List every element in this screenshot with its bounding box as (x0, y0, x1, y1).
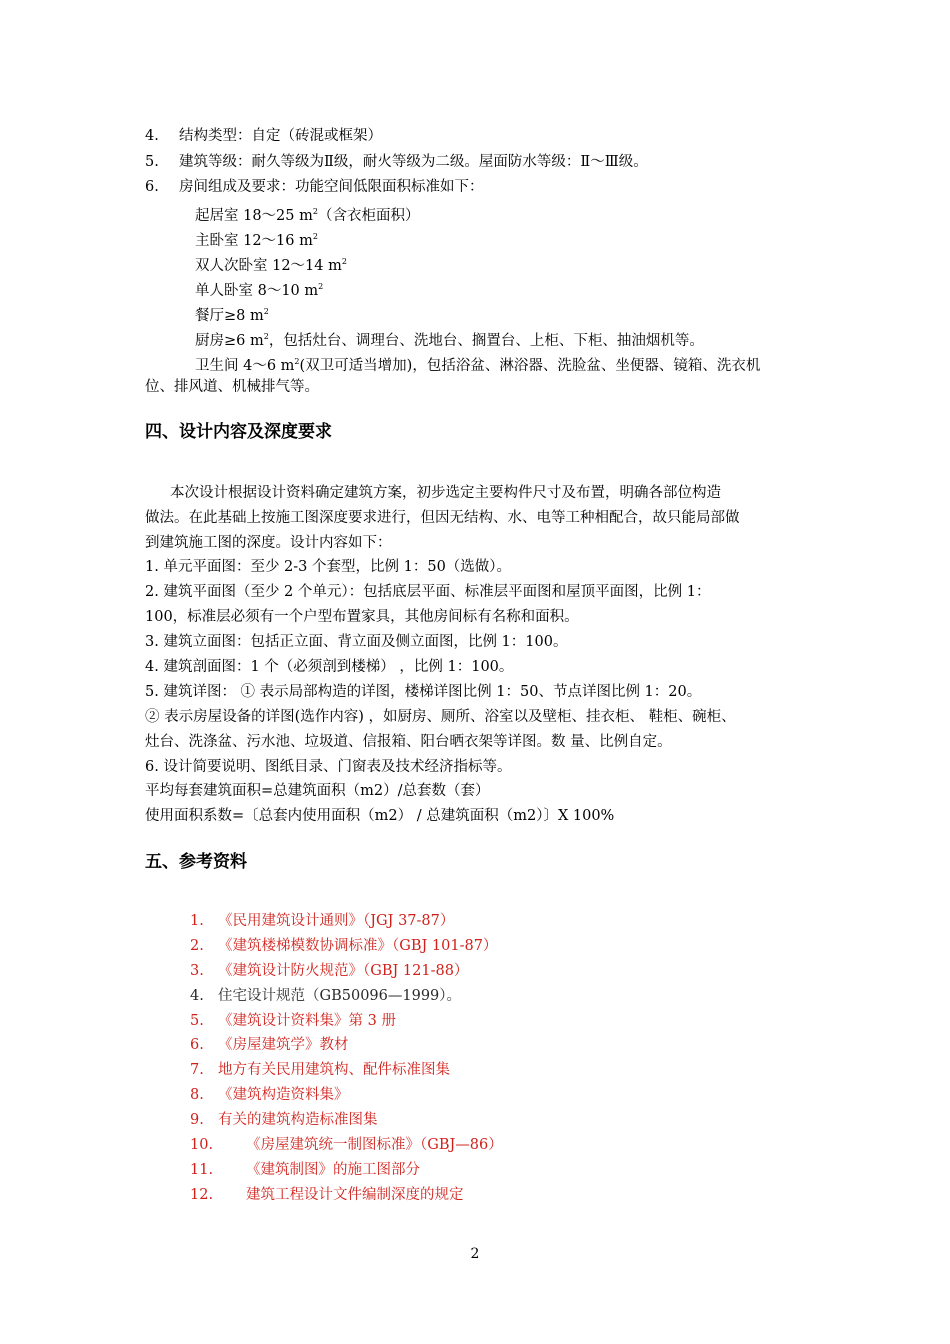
list-item: 2. 建筑平面图（至少 2 个单元）：包括底层平面、标准层平面图和屋顶平面图，比例 1： (145, 584, 711, 600)
reference-item: 2. 《建筑楼梯模数协调标准》（GBJ 101-87） (190, 938, 498, 954)
section-heading: 五、参考资料 (145, 852, 247, 872)
room-item: 主卧室 12～16 $m^2$ (195, 232, 318, 249)
reference-item: 3. 《建筑设计防火规范》（GBJ 121-88） (190, 963, 469, 979)
list-item: 3. 建筑立面图：包括正立面、背立面及侧立面图，比例 1：100。 (145, 634, 568, 650)
list-item: ② 表示房屋设备的详图(选作内容) ，如厨房、厕所、浴室以及壁柜、挂衣柜、 鞋柜、碗柜、 (145, 709, 736, 725)
list-item: 4. 结构类型：自定（砖混或框架） (145, 128, 382, 144)
list-item: 4. 建筑剖面图：1 个（必须剖到楼梯） ，比例 1：100。 (145, 659, 514, 675)
reference-item: 10. 《房屋建筑统一制图标准》（GBJ—86） (190, 1137, 503, 1153)
room-item-continued: 位、排风道、机械排气等。 (145, 379, 319, 395)
list-item: 灶台、洗涤盆、污水池、垃圾道、信报箱、阳台晒衣架等详图。数 量、比例自定。 (145, 734, 672, 750)
list-item: 6. 房间组成及要求：功能空间低限面积标准如下： (145, 179, 484, 195)
reference-item: 7. 地方有关民用建筑构、配件标准图集 (190, 1062, 450, 1078)
room-item: 起居室 18～25 $m^2$（含衣柜面积） (195, 207, 420, 224)
room-item: 厨房≥6 $m^2$，包括灶台、调理台、洗地台、搁置台、上柜、下柜、抽油烟机等。 (195, 332, 704, 349)
section-heading: 四、设计内容及深度要求 (145, 422, 332, 442)
reference-item: 9. 有关的建筑构造标准图集 (190, 1112, 378, 1128)
room-item: 卫生间 4～6 $m^2$(双卫可适当增加)，包括浴盆、淋浴器、洗脸盆、坐便器、镜箱、洗衣机 (195, 357, 761, 374)
reference-item: 11. 《建筑制图》的施工图部分 (190, 1162, 420, 1178)
reference-item: 8. 《建筑构造资料集》 (190, 1087, 349, 1103)
list-item: 1. 单元平面图：至少 2-3 个套型，比例 1：50（选做）。 (145, 559, 512, 575)
list-item: 6. 设计简要说明、图纸目录、门窗表及技术经济指标等。 (145, 759, 512, 775)
reference-item: 6. 《房屋建筑学》教材 (190, 1037, 349, 1053)
reference-item: 4. 住宅设计规范（GB50096—1999）。 (190, 988, 462, 1004)
reference-item: 5. 《建筑设计资料集》第 3 册 (190, 1013, 396, 1029)
reference-item: 1. 《民用建筑设计通则》（JGJ 37-87） (190, 913, 455, 929)
reference-item: 12. 建筑工程设计文件编制深度的规定 (190, 1187, 464, 1203)
list-item: 5. 建筑等级：耐久等级为Ⅱ级，耐火等级为二级。屋面防水等级：Ⅱ～Ⅲ级。 (145, 154, 648, 170)
paragraph-line: 做法。在此基础上按施工图深度要求进行，但因无结构、水、电等工种相配合，故只能局部做 (145, 510, 740, 526)
formula-line: 平均每套建筑面积=总建筑面积（m2）/总套数（套） (145, 783, 490, 799)
room-item: 单人卧室 8～10 $m^2$ (195, 282, 324, 299)
paragraph-line: 到建筑施工图的深度。设计内容如下： (145, 535, 392, 551)
room-item: 餐厅≥8 $m^2$ (195, 307, 269, 324)
list-item: 100，标准层必须有一个户型布置家具，其他房间标有名称和面积。 (145, 609, 579, 625)
list-item: 5. 建筑详图： ① 表示局部构造的详图，楼梯详图比例 1：50、节点详图比例 1：20。 (145, 684, 702, 700)
page-number: 2 (470, 1246, 480, 1262)
paragraph-line: 本次设计根据设计资料确定建筑方案，初步选定主要构件尺寸及布置，明确各部位构造 (170, 485, 721, 501)
room-item: 双人次卧室 12～14 $m^2$ (195, 257, 347, 274)
formula-line: 使用面积系数=〔总套内使用面积（m2） / 总建筑面积（m2）〕X 100% (145, 808, 615, 824)
